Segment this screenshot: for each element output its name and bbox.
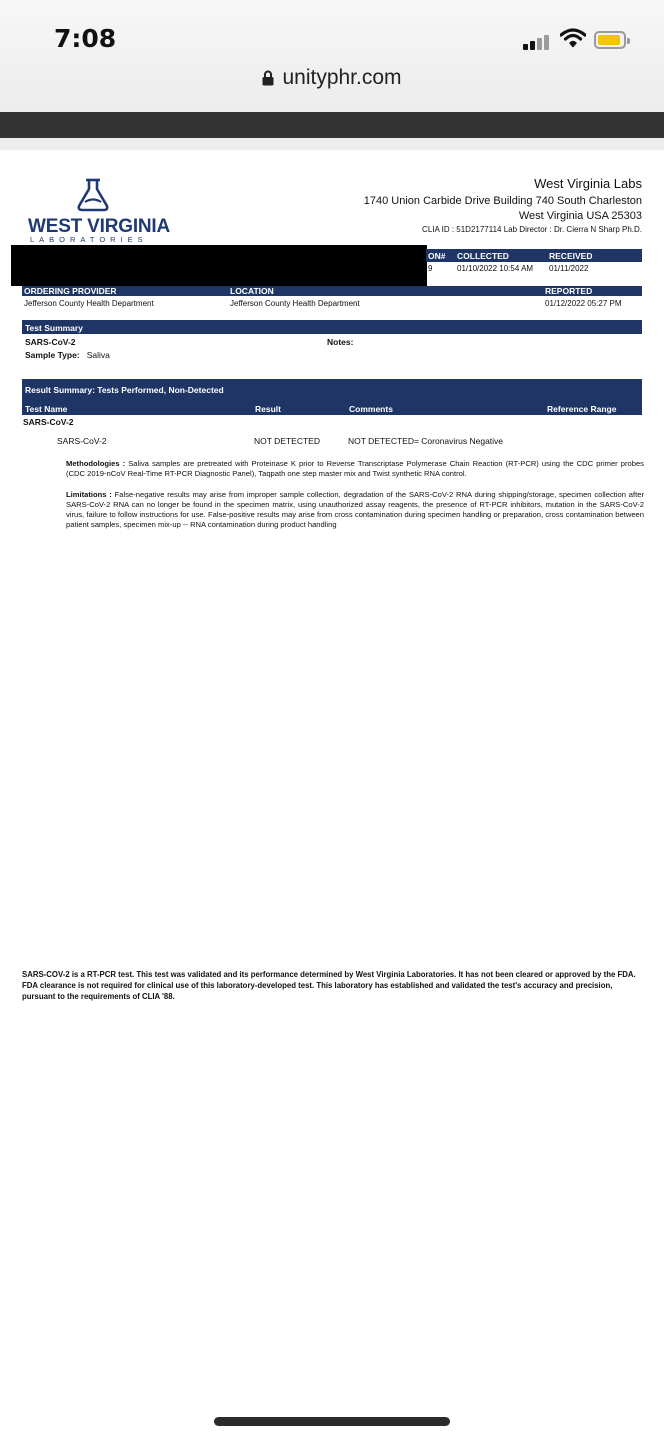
home-indicator[interactable] (214, 1417, 450, 1426)
reported-value: 01/12/2022 05:27 PM (545, 299, 622, 308)
wifi-icon (560, 28, 586, 48)
limitations-label: Limitations : (66, 490, 112, 499)
status-bar (0, 0, 664, 112)
lab-city: West Virginia USA 25303 (518, 210, 642, 222)
logo-name: WEST VIRGINIA (28, 216, 171, 237)
sample-type-value: Saliva (86, 350, 110, 360)
received-value: 01/11/2022 (549, 264, 589, 273)
url-text: unityphr.com (282, 66, 402, 89)
col-provider: ORDERING PROVIDER (24, 286, 117, 296)
methodologies-text: Saliva samples are pretreated with Proteinase K prior to Reverse Transcriptase Polymerase Chain Reaction (RT-PCR) using the CDC primer probes (CDC 2019-nCoV Real-Time RT-PCR Diagnostic Panel), Taqpath one step master mix and Twist synthetic RNA control. (66, 459, 644, 478)
col-reference-range: Reference Range (547, 404, 617, 414)
signal-icon (523, 34, 553, 50)
lab-clia: CLIA ID : 51D2177114 Lab Director : Dr. Cierra N Sharp Ph.D. (422, 225, 642, 234)
result-group: SARS-CoV-2 (23, 417, 74, 427)
toolbar-divider (0, 138, 664, 150)
col-comments: Comments (349, 404, 393, 414)
col-test-name: Test Name (25, 404, 68, 414)
limitations-text: False-negative results may arise from improper sample collection, degradation of the SARS-CoV-2 RNA during shipping/storage, specimen collection after SARS-CoV-2 RNA can no longer be found in the specimen matrix, using unauthorized assay reagents, the presence of RT-PCR inhibitors, mutation in the SARS-CoV-2 virus, failure to follow instructions for use. False-positive results may arise from cross contamination during specimen handling or preparation, cross contamination between patient samples, specimen mix-up -- RNA contamination during product handling (66, 490, 644, 529)
col-collected: COLLECTED (457, 251, 509, 261)
col-received: RECEIVED (549, 251, 593, 261)
result-value: NOT DETECTED (254, 436, 320, 446)
url-bar[interactable] (0, 66, 664, 90)
test-summary-header (22, 320, 642, 334)
col-location: LOCATION (230, 286, 274, 296)
redaction-box (11, 245, 427, 286)
test-summary-title: Test Summary (25, 323, 83, 333)
notes-label: Notes: (327, 337, 354, 347)
flask-logo-icon (76, 178, 110, 212)
status-time: 7:08 (54, 24, 117, 53)
lab-name: West Virginia Labs (534, 176, 642, 191)
collection-header (426, 249, 642, 262)
col-partial: ON# (428, 251, 446, 261)
validation-footnote: SARS-COV-2 is a RT-PCR test. This test was validated and its performance determined by West Virginia Laboratories. It has not been cleared or approved by the FDA. FDA clearance is not required for clinical use of this laboratory-developed test. This laboratory has established and validated the test's accuracy and precision, pursuant to the requirements of CLIA '88. (22, 970, 636, 1001)
provider-value: Jefferson County Health Department (24, 299, 154, 308)
partial-value: 9 (428, 264, 433, 273)
location-value: Jefferson County Health Department (230, 299, 360, 308)
provider-header (22, 286, 642, 296)
col-result: Result (255, 404, 281, 414)
test-summary-test: SARS-CoV-2 (25, 337, 76, 347)
collected-value: 01/10/2022 10:54 AM (457, 264, 534, 273)
sample-type-label: Sample Type: (25, 350, 80, 360)
lab-address: 1740 Union Carbide Drive Building 740 South Charleston (363, 195, 642, 207)
methodologies (66, 459, 644, 479)
browser-toolbar (0, 112, 664, 138)
limitations (66, 490, 644, 530)
lock-icon (262, 70, 274, 86)
sample-type (25, 350, 110, 360)
result-comment: NOT DETECTED= Coronavirus Negative (348, 436, 504, 446)
methodologies-label: Methodologies : (66, 459, 126, 468)
col-reported: REPORTED (545, 286, 593, 296)
logo-subtitle: LABORATORIES (30, 235, 148, 244)
result-summary-header (22, 379, 642, 415)
result-summary-title: Result Summary: Tests Performed, Non-Detected (25, 385, 224, 395)
battery-icon (594, 31, 626, 49)
result-test-name: SARS-CoV-2 (57, 436, 107, 446)
